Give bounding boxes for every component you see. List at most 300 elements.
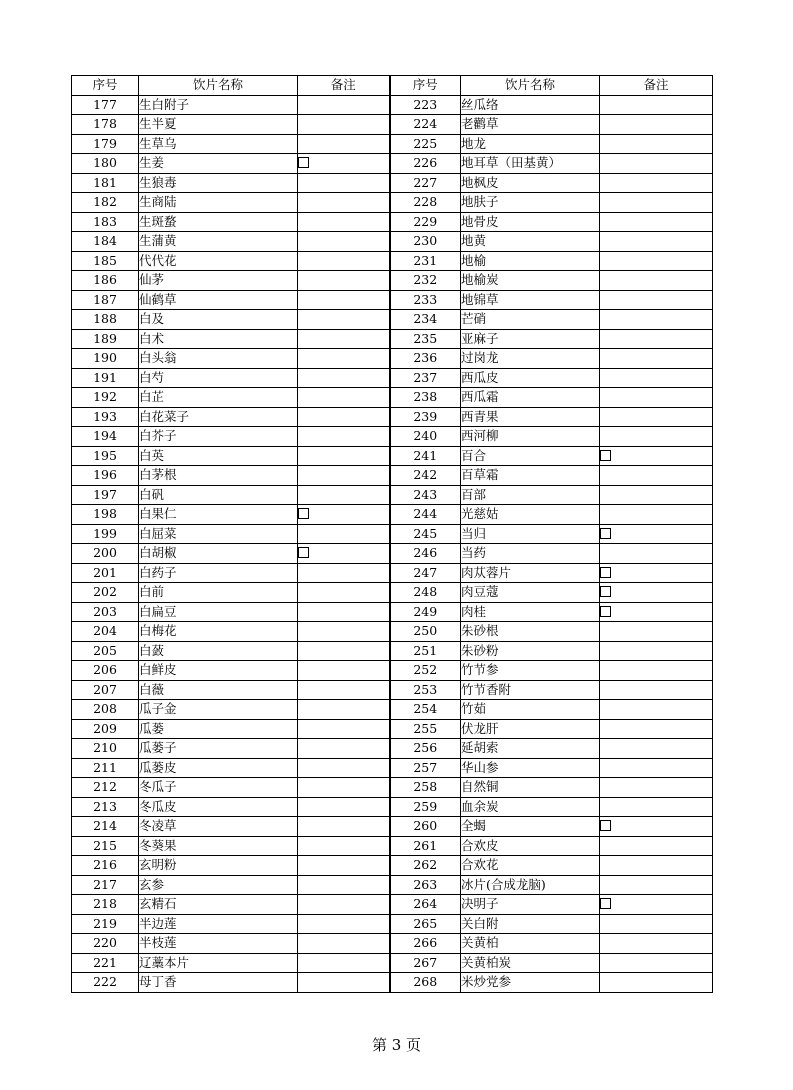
table-row xyxy=(72,953,713,973)
note-cell xyxy=(600,797,713,817)
note-cell xyxy=(298,349,390,369)
table-row xyxy=(72,583,713,603)
index-cell: 177 xyxy=(72,95,139,115)
note-cell xyxy=(298,895,390,915)
table-row xyxy=(72,251,713,271)
index-cell: 215 xyxy=(72,836,139,856)
index-cell: 219 xyxy=(72,914,139,934)
note-cell xyxy=(298,427,390,447)
name-cell: 玄明粉 xyxy=(139,856,298,876)
header-name-right: 饮片名称 xyxy=(461,76,600,96)
note-cell xyxy=(298,602,390,622)
name-cell: 关黄柏 xyxy=(461,934,600,954)
note-cell xyxy=(298,485,390,505)
index-cell: 200 xyxy=(72,544,139,564)
table-row xyxy=(72,310,713,330)
name-cell: 合欢花 xyxy=(461,856,600,876)
index-cell: 217 xyxy=(72,875,139,895)
index-cell: 260 xyxy=(390,817,461,837)
note-cell xyxy=(600,446,713,466)
note-cell xyxy=(298,719,390,739)
index-cell: 256 xyxy=(390,739,461,759)
note-cell xyxy=(600,700,713,720)
index-cell: 186 xyxy=(72,271,139,291)
name-cell: 白胡椒 xyxy=(139,544,298,564)
index-cell: 208 xyxy=(72,700,139,720)
table-row xyxy=(72,95,713,115)
name-cell: 白矾 xyxy=(139,485,298,505)
index-cell: 246 xyxy=(390,544,461,564)
table-row xyxy=(72,836,713,856)
table-row xyxy=(72,134,713,154)
name-cell: 代代花 xyxy=(139,251,298,271)
name-cell: 白花菜子 xyxy=(139,407,298,427)
name-cell: 地肤子 xyxy=(461,193,600,213)
name-cell: 朱砂粉 xyxy=(461,641,600,661)
note-cell xyxy=(600,953,713,973)
index-cell: 187 xyxy=(72,290,139,310)
name-cell: 西瓜霜 xyxy=(461,388,600,408)
note-cell xyxy=(600,934,713,954)
note-cell xyxy=(600,134,713,154)
index-cell: 230 xyxy=(390,232,461,252)
note-cell xyxy=(298,232,390,252)
note-cell xyxy=(298,446,390,466)
name-cell: 半边莲 xyxy=(139,914,298,934)
note-cell xyxy=(600,758,713,778)
table-row xyxy=(72,368,713,388)
note-cell xyxy=(600,836,713,856)
name-cell: 生姜 xyxy=(139,154,298,174)
name-cell: 白鲜皮 xyxy=(139,661,298,681)
name-cell: 光慈姑 xyxy=(461,505,600,525)
name-cell: 母丁香 xyxy=(139,973,298,993)
index-cell: 238 xyxy=(390,388,461,408)
note-cell xyxy=(298,310,390,330)
index-cell: 189 xyxy=(72,329,139,349)
index-cell: 226 xyxy=(390,154,461,174)
note-cell xyxy=(600,544,713,564)
index-cell: 212 xyxy=(72,778,139,798)
note-cell xyxy=(298,134,390,154)
name-cell: 生蒲黄 xyxy=(139,232,298,252)
name-cell: 白术 xyxy=(139,329,298,349)
note-cell xyxy=(600,115,713,135)
note-cell xyxy=(600,232,713,252)
table-row xyxy=(72,329,713,349)
index-cell: 181 xyxy=(72,173,139,193)
index-cell: 267 xyxy=(390,953,461,973)
index-cell: 229 xyxy=(390,212,461,232)
index-cell: 240 xyxy=(390,427,461,447)
herbal-pieces-table xyxy=(71,75,713,993)
checkbox-icon xyxy=(600,898,611,909)
index-cell: 266 xyxy=(390,934,461,954)
note-cell xyxy=(298,739,390,759)
checkbox-icon xyxy=(298,547,309,558)
note-cell xyxy=(600,95,713,115)
note-cell xyxy=(600,349,713,369)
name-cell: 血余炭 xyxy=(461,797,600,817)
name-cell: 白蔹 xyxy=(139,641,298,661)
note-cell xyxy=(600,875,713,895)
table-row xyxy=(72,232,713,252)
index-cell: 180 xyxy=(72,154,139,174)
index-cell: 210 xyxy=(72,739,139,759)
note-cell xyxy=(600,973,713,993)
note-cell xyxy=(298,641,390,661)
index-cell: 239 xyxy=(390,407,461,427)
table-row xyxy=(72,641,713,661)
note-cell xyxy=(600,719,713,739)
name-cell: 白薇 xyxy=(139,680,298,700)
note-cell xyxy=(600,622,713,642)
note-cell xyxy=(298,173,390,193)
table-row xyxy=(72,466,713,486)
index-cell: 213 xyxy=(72,797,139,817)
table-row xyxy=(72,661,713,681)
index-cell: 218 xyxy=(72,895,139,915)
table-header-row xyxy=(72,76,713,96)
note-cell xyxy=(600,524,713,544)
table-row xyxy=(72,388,713,408)
page-number: 第 3 页 xyxy=(371,1036,422,1054)
index-cell: 253 xyxy=(390,680,461,700)
checkbox-icon xyxy=(600,528,611,539)
index-cell: 259 xyxy=(390,797,461,817)
name-cell: 瓜蒌 xyxy=(139,719,298,739)
index-cell: 205 xyxy=(72,641,139,661)
note-cell xyxy=(600,310,713,330)
table-row xyxy=(72,193,713,213)
note-cell xyxy=(600,641,713,661)
note-cell xyxy=(298,407,390,427)
name-cell: 白及 xyxy=(139,310,298,330)
name-cell: 百部 xyxy=(461,485,600,505)
name-cell: 白药子 xyxy=(139,563,298,583)
index-cell: 196 xyxy=(72,466,139,486)
index-cell: 224 xyxy=(390,115,461,135)
index-cell: 194 xyxy=(72,427,139,447)
name-cell: 地锦草 xyxy=(461,290,600,310)
table-row xyxy=(72,895,713,915)
note-cell xyxy=(600,271,713,291)
name-cell: 白芍 xyxy=(139,368,298,388)
note-cell xyxy=(298,973,390,993)
checkbox-icon xyxy=(298,508,309,519)
index-cell: 249 xyxy=(390,602,461,622)
table-row xyxy=(72,563,713,583)
name-cell: 瓜蒌子 xyxy=(139,739,298,759)
table-row xyxy=(72,485,713,505)
index-cell: 248 xyxy=(390,583,461,603)
note-cell xyxy=(600,914,713,934)
note-cell xyxy=(298,251,390,271)
table-row xyxy=(72,856,713,876)
index-cell: 241 xyxy=(390,446,461,466)
name-cell: 地骨皮 xyxy=(461,212,600,232)
note-cell xyxy=(600,466,713,486)
name-cell: 白屈菜 xyxy=(139,524,298,544)
table-row xyxy=(72,602,713,622)
checkbox-icon xyxy=(600,606,611,617)
table-row xyxy=(72,427,713,447)
name-cell: 西瓜皮 xyxy=(461,368,600,388)
name-cell: 冰片(合成龙脑) xyxy=(461,875,600,895)
index-cell: 244 xyxy=(390,505,461,525)
name-cell: 百合 xyxy=(461,446,600,466)
name-cell: 生白附子 xyxy=(139,95,298,115)
note-cell xyxy=(298,290,390,310)
note-cell xyxy=(600,778,713,798)
index-cell: 209 xyxy=(72,719,139,739)
note-cell xyxy=(600,583,713,603)
index-cell: 216 xyxy=(72,856,139,876)
checkbox-icon xyxy=(600,586,611,597)
index-cell: 245 xyxy=(390,524,461,544)
name-cell: 合欢皮 xyxy=(461,836,600,856)
table-row xyxy=(72,446,713,466)
index-cell: 199 xyxy=(72,524,139,544)
index-cell: 262 xyxy=(390,856,461,876)
note-cell xyxy=(298,154,390,174)
table-row xyxy=(72,154,713,174)
note-cell xyxy=(298,524,390,544)
note-cell xyxy=(298,836,390,856)
name-cell: 冬葵果 xyxy=(139,836,298,856)
index-cell: 192 xyxy=(72,388,139,408)
name-cell: 肉桂 xyxy=(461,602,600,622)
table-row xyxy=(72,290,713,310)
table-row xyxy=(72,173,713,193)
note-cell xyxy=(600,290,713,310)
name-cell: 竹茹 xyxy=(461,700,600,720)
index-cell: 193 xyxy=(72,407,139,427)
index-cell: 258 xyxy=(390,778,461,798)
index-cell: 225 xyxy=(390,134,461,154)
note-cell xyxy=(600,680,713,700)
index-cell: 204 xyxy=(72,622,139,642)
name-cell: 朱砂根 xyxy=(461,622,600,642)
name-cell: 芒硝 xyxy=(461,310,600,330)
note-cell xyxy=(600,173,713,193)
index-cell: 237 xyxy=(390,368,461,388)
index-cell: 184 xyxy=(72,232,139,252)
table-row xyxy=(72,115,713,135)
checkbox-icon xyxy=(600,820,611,831)
checkbox-icon xyxy=(600,567,611,578)
name-cell: 冬瓜子 xyxy=(139,778,298,798)
index-cell: 264 xyxy=(390,895,461,915)
name-cell: 全蝎 xyxy=(461,817,600,837)
note-cell xyxy=(298,505,390,525)
name-cell: 西青果 xyxy=(461,407,600,427)
header-index-left: 序号 xyxy=(72,76,139,96)
index-cell: 257 xyxy=(390,758,461,778)
table-row xyxy=(72,700,713,720)
note-cell xyxy=(298,544,390,564)
note-cell xyxy=(600,485,713,505)
name-cell: 地龙 xyxy=(461,134,600,154)
name-cell: 生狼毒 xyxy=(139,173,298,193)
note-cell xyxy=(298,388,390,408)
index-cell: 203 xyxy=(72,602,139,622)
note-cell xyxy=(600,427,713,447)
name-cell: 仙鹤草 xyxy=(139,290,298,310)
index-cell: 242 xyxy=(390,466,461,486)
name-cell: 伏龙肝 xyxy=(461,719,600,739)
note-cell xyxy=(600,251,713,271)
note-cell xyxy=(600,154,713,174)
name-cell: 竹节参 xyxy=(461,661,600,681)
name-cell: 瓜子金 xyxy=(139,700,298,720)
name-cell: 竹节香附 xyxy=(461,680,600,700)
name-cell: 白英 xyxy=(139,446,298,466)
index-cell: 191 xyxy=(72,368,139,388)
name-cell: 地黄 xyxy=(461,232,600,252)
table-row xyxy=(72,778,713,798)
name-cell: 西河柳 xyxy=(461,427,600,447)
index-cell: 268 xyxy=(390,973,461,993)
name-cell: 决明子 xyxy=(461,895,600,915)
index-cell: 231 xyxy=(390,251,461,271)
note-cell xyxy=(298,271,390,291)
name-cell: 冬凌草 xyxy=(139,817,298,837)
note-cell xyxy=(600,895,713,915)
note-cell xyxy=(298,563,390,583)
name-cell: 玄参 xyxy=(139,875,298,895)
index-cell: 195 xyxy=(72,446,139,466)
index-cell: 236 xyxy=(390,349,461,369)
index-cell: 202 xyxy=(72,583,139,603)
table-row xyxy=(72,875,713,895)
note-cell xyxy=(600,505,713,525)
note-cell xyxy=(298,700,390,720)
name-cell: 白果仁 xyxy=(139,505,298,525)
index-cell: 222 xyxy=(72,973,139,993)
table-row xyxy=(72,680,713,700)
index-cell: 190 xyxy=(72,349,139,369)
name-cell: 生商陆 xyxy=(139,193,298,213)
index-cell: 234 xyxy=(390,310,461,330)
note-cell xyxy=(298,914,390,934)
note-cell xyxy=(600,212,713,232)
index-cell: 235 xyxy=(390,329,461,349)
note-cell xyxy=(298,368,390,388)
name-cell: 生半夏 xyxy=(139,115,298,135)
name-cell: 瓜蒌皮 xyxy=(139,758,298,778)
note-cell xyxy=(298,758,390,778)
name-cell: 生斑蝥 xyxy=(139,212,298,232)
name-cell: 玄精石 xyxy=(139,895,298,915)
note-cell xyxy=(298,953,390,973)
note-cell xyxy=(600,856,713,876)
note-cell xyxy=(298,95,390,115)
table-row xyxy=(72,817,713,837)
index-cell: 252 xyxy=(390,661,461,681)
name-cell: 仙茅 xyxy=(139,271,298,291)
table-row xyxy=(72,271,713,291)
name-cell: 米炒党参 xyxy=(461,973,600,993)
index-cell: 254 xyxy=(390,700,461,720)
name-cell: 老鹳草 xyxy=(461,115,600,135)
index-cell: 220 xyxy=(72,934,139,954)
index-cell: 197 xyxy=(72,485,139,505)
index-cell: 179 xyxy=(72,134,139,154)
name-cell: 半枝莲 xyxy=(139,934,298,954)
name-cell: 自然铜 xyxy=(461,778,600,798)
note-cell xyxy=(298,875,390,895)
index-cell: 232 xyxy=(390,271,461,291)
name-cell: 肉苁蓉片 xyxy=(461,563,600,583)
name-cell: 延胡索 xyxy=(461,739,600,759)
header-note-left: 备注 xyxy=(298,76,390,96)
name-cell: 关黄柏炭 xyxy=(461,953,600,973)
name-cell: 白梅花 xyxy=(139,622,298,642)
note-cell xyxy=(600,329,713,349)
note-cell xyxy=(298,934,390,954)
table-row xyxy=(72,934,713,954)
name-cell: 关白附 xyxy=(461,914,600,934)
table-row xyxy=(72,622,713,642)
name-cell: 白芥子 xyxy=(139,427,298,447)
header-index-right: 序号 xyxy=(390,76,461,96)
table-row xyxy=(72,739,713,759)
checkbox-icon xyxy=(600,450,611,461)
index-cell: 233 xyxy=(390,290,461,310)
index-cell: 251 xyxy=(390,641,461,661)
index-cell: 183 xyxy=(72,212,139,232)
index-cell: 207 xyxy=(72,680,139,700)
checkbox-icon xyxy=(298,157,309,168)
index-cell: 206 xyxy=(72,661,139,681)
table-row xyxy=(72,544,713,564)
table-row xyxy=(72,407,713,427)
index-cell: 255 xyxy=(390,719,461,739)
note-cell xyxy=(600,661,713,681)
index-cell: 185 xyxy=(72,251,139,271)
name-cell: 白头翁 xyxy=(139,349,298,369)
note-cell xyxy=(298,329,390,349)
note-cell xyxy=(600,602,713,622)
note-cell xyxy=(298,797,390,817)
index-cell: 263 xyxy=(390,875,461,895)
note-cell xyxy=(298,680,390,700)
name-cell: 辽藁本片 xyxy=(139,953,298,973)
index-cell: 247 xyxy=(390,563,461,583)
name-cell: 地枫皮 xyxy=(461,173,600,193)
name-cell: 丝瓜络 xyxy=(461,95,600,115)
header-name-left: 饮片名称 xyxy=(139,76,298,96)
index-cell: 178 xyxy=(72,115,139,135)
header-note-right: 备注 xyxy=(600,76,713,96)
name-cell: 华山参 xyxy=(461,758,600,778)
note-cell xyxy=(600,407,713,427)
table-row xyxy=(72,758,713,778)
name-cell: 过岗龙 xyxy=(461,349,600,369)
table-row xyxy=(72,505,713,525)
table-row xyxy=(72,914,713,934)
note-cell xyxy=(298,583,390,603)
table-row xyxy=(72,719,713,739)
name-cell: 白茅根 xyxy=(139,466,298,486)
note-cell xyxy=(298,212,390,232)
name-cell: 肉豆蔻 xyxy=(461,583,600,603)
index-cell: 182 xyxy=(72,193,139,213)
name-cell: 百草霜 xyxy=(461,466,600,486)
name-cell: 白前 xyxy=(139,583,298,603)
note-cell xyxy=(600,193,713,213)
